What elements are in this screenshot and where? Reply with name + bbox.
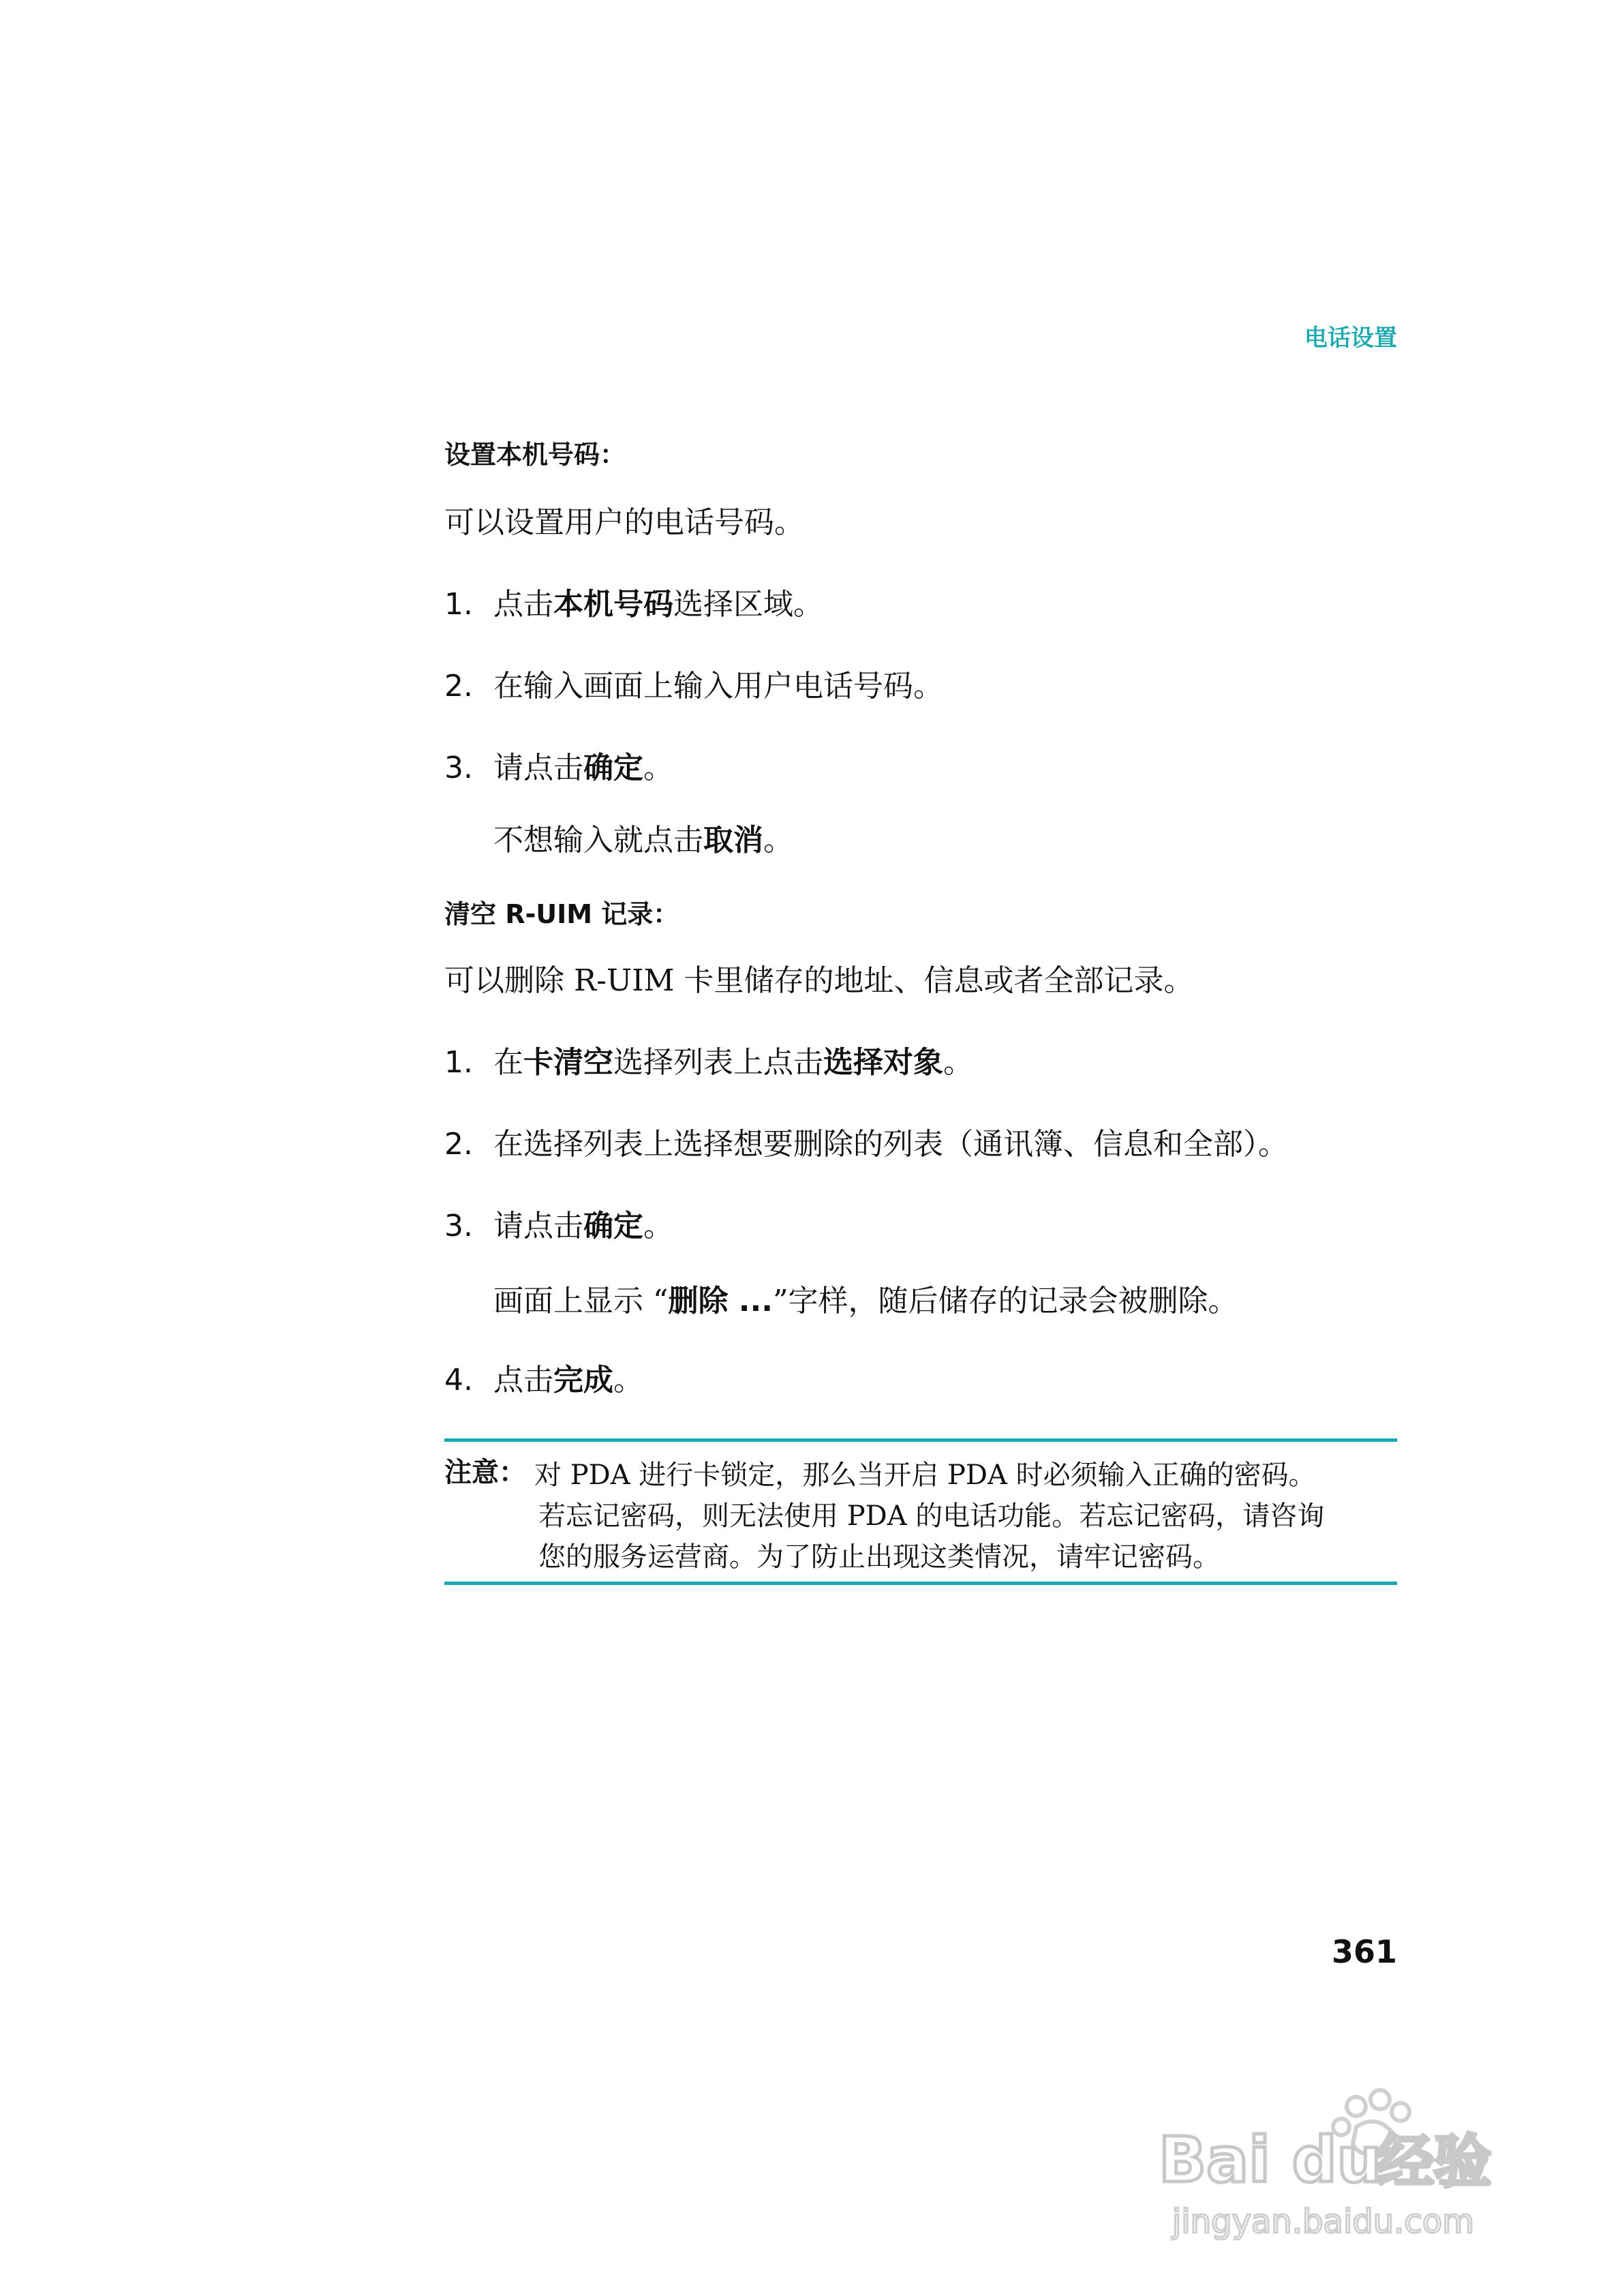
note-bottom-rule: [444, 1582, 1397, 1585]
step-text: 在输入画面上输入用户电话号码。: [493, 669, 943, 704]
step-text: 选择列表上点击: [613, 1045, 823, 1080]
sub-note-text: ”字样，随后储存的记录会被删除。: [772, 1284, 1238, 1318]
baidu-jingyan-watermark: [1152, 2079, 1533, 2256]
ui-term: 选择对象: [823, 1045, 943, 1080]
watermark-logo-icon: [1152, 2079, 1533, 2256]
step-number: 1.: [444, 587, 473, 622]
step-text: 。: [613, 1363, 643, 1398]
step-text: 。: [643, 751, 673, 785]
watermark-suffix-text: 经验: [1377, 2128, 1492, 2195]
note-top-rule: [444, 1438, 1397, 1442]
step-text: 。: [943, 1045, 973, 1080]
note-label: 注意：: [444, 1457, 526, 1488]
step-text: 请点击: [493, 751, 583, 785]
step-number: 1.: [444, 1045, 473, 1080]
section-heading-phone-number: 设置本机号码：: [444, 440, 626, 470]
note-line: 您的服务运营商。为了防止出现这类情况，请牢记密码。: [538, 1541, 1220, 1573]
ui-term: 本机号码: [553, 587, 673, 622]
watermark-url-text: jingyan.baidu.com: [1172, 2203, 1474, 2241]
step-sub-note: [493, 1276, 1238, 1320]
step-item: [444, 1119, 1288, 1163]
watermark-brand-text: Bai du: [1159, 2124, 1382, 2196]
ui-term: 卡清空: [523, 1045, 613, 1080]
step-text: 点击: [493, 587, 553, 622]
step-text: 在: [493, 1045, 523, 1080]
step-text: 请点击: [493, 1209, 583, 1243]
step-text: 。: [643, 1209, 673, 1243]
step-number: 4.: [444, 1363, 473, 1398]
step-item: [444, 661, 943, 705]
sub-note-text: 。: [763, 823, 793, 858]
ui-term: 删除 ...: [668, 1284, 773, 1318]
step-item: [444, 1038, 973, 1081]
note-line: 对 PDA 进行卡锁定，那么当开启 PDA 时必须输入正确的密码。: [534, 1460, 1316, 1491]
ui-term: 取消: [703, 823, 763, 858]
step-text: 选择区域。: [673, 587, 823, 622]
running-header-title: 电话设置: [1304, 324, 1397, 352]
section-heading-clear-ruim: 清空 R-UIM 记录：: [444, 899, 679, 929]
step-number: 2.: [444, 1127, 473, 1162]
step-text: 点击: [493, 1363, 553, 1398]
section-intro: 可以设置用户的电话号码。: [444, 505, 804, 540]
sub-note-text: 画面上显示 “: [493, 1284, 669, 1318]
step-number: 3.: [444, 751, 473, 785]
step-number: 2.: [444, 669, 473, 704]
ui-term: 完成: [553, 1363, 613, 1398]
step-item: [444, 1355, 643, 1399]
step-text: 在选择列表上选择想要删除的列表（通讯簿、信息和全部）。: [493, 1127, 1288, 1162]
sub-note-text: 不想输入就点击: [493, 823, 703, 858]
step-number: 3.: [444, 1209, 473, 1243]
note-line: 若忘记密码，则无法使用 PDA 的电话功能。若忘记密码，请咨询: [538, 1500, 1325, 1532]
step-sub-note: [493, 815, 793, 859]
section-intro: 可以删除 R-UIM 卡里储存的地址、信息或者全部记录。: [444, 963, 1194, 998]
page-number: 361: [1331, 1933, 1397, 1970]
step-item: [444, 1201, 673, 1245]
step-item: [444, 579, 823, 623]
ui-term: 确定: [583, 1209, 643, 1243]
ui-term: 确定: [583, 751, 643, 785]
step-item: [444, 743, 673, 787]
